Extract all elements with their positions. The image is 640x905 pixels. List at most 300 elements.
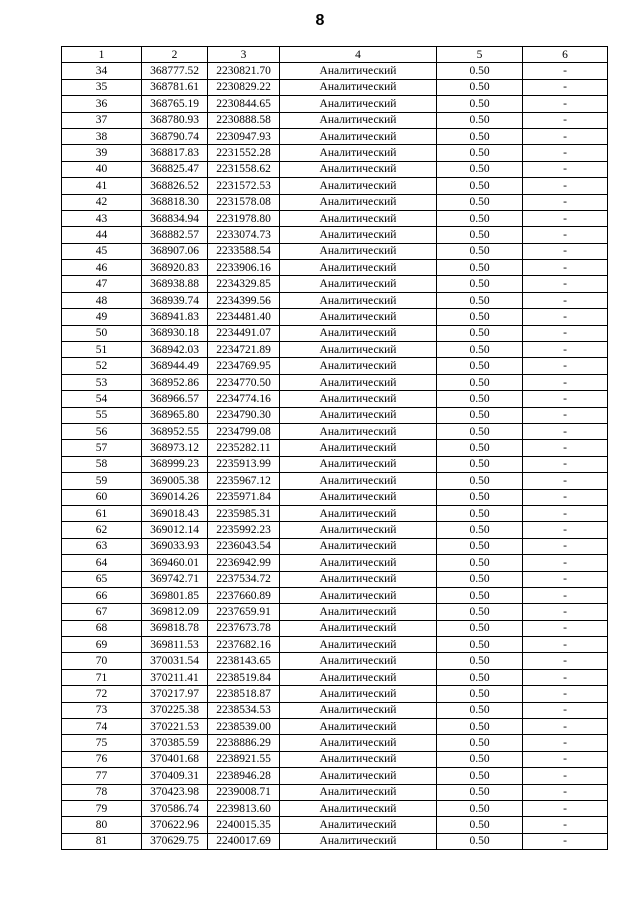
note-cell: -	[523, 587, 608, 603]
method-cell: Аналитический	[280, 194, 437, 210]
y-coordinate-cell: 2234329.85	[208, 276, 280, 292]
note-cell: -	[523, 489, 608, 505]
note-cell: -	[523, 374, 608, 390]
table-row	[62, 505, 608, 521]
column-header: 1	[62, 47, 142, 63]
point-number-cell: 66	[62, 587, 142, 603]
note-cell: -	[523, 538, 608, 554]
precision-cell: 0.50	[437, 128, 523, 144]
precision-cell: 0.50	[437, 292, 523, 308]
point-number-cell: 81	[62, 833, 142, 849]
x-coordinate-cell: 368952.55	[142, 423, 208, 439]
precision-cell: 0.50	[437, 325, 523, 341]
column-header: 3	[208, 47, 280, 63]
y-coordinate-cell: 2231552.28	[208, 145, 280, 161]
y-coordinate-cell: 2235913.99	[208, 456, 280, 472]
method-cell: Аналитический	[280, 604, 437, 620]
note-cell: -	[523, 128, 608, 144]
note-cell: -	[523, 210, 608, 226]
x-coordinate-cell: 368825.47	[142, 161, 208, 177]
page-number: 8	[315, 12, 325, 29]
method-cell: Аналитический	[280, 178, 437, 194]
x-coordinate-cell: 369460.01	[142, 555, 208, 571]
table-row	[62, 800, 608, 816]
y-coordinate-cell: 2234769.95	[208, 358, 280, 374]
method-cell: Аналитический	[280, 702, 437, 718]
x-coordinate-cell: 368942.03	[142, 342, 208, 358]
y-coordinate-cell: 2231572.53	[208, 178, 280, 194]
precision-cell: 0.50	[437, 456, 523, 472]
method-cell: Аналитический	[280, 112, 437, 128]
table-header-row	[62, 47, 608, 63]
precision-cell: 0.50	[437, 407, 523, 423]
note-cell: -	[523, 391, 608, 407]
y-coordinate-cell: 2237682.16	[208, 637, 280, 653]
y-coordinate-cell: 2234721.89	[208, 342, 280, 358]
note-cell: -	[523, 79, 608, 95]
note-cell: -	[523, 309, 608, 325]
table-row	[62, 719, 608, 735]
note-cell: -	[523, 669, 608, 685]
precision-cell: 0.50	[437, 538, 523, 554]
precision-cell: 0.50	[437, 260, 523, 276]
note-cell: -	[523, 440, 608, 456]
point-number-cell: 61	[62, 505, 142, 521]
note-cell: -	[523, 342, 608, 358]
method-cell: Аналитический	[280, 309, 437, 325]
method-cell: Аналитический	[280, 145, 437, 161]
precision-cell: 0.50	[437, 768, 523, 784]
note-cell: -	[523, 194, 608, 210]
x-coordinate-cell: 370586.74	[142, 800, 208, 816]
x-coordinate-cell: 368826.52	[142, 178, 208, 194]
precision-cell: 0.50	[437, 522, 523, 538]
point-number-cell: 56	[62, 423, 142, 439]
table-row	[62, 79, 608, 95]
note-cell: -	[523, 751, 608, 767]
table-row	[62, 374, 608, 390]
y-coordinate-cell: 2238519.84	[208, 669, 280, 685]
method-cell: Аналитический	[280, 456, 437, 472]
note-cell: -	[523, 702, 608, 718]
table-row	[62, 358, 608, 374]
method-cell: Аналитический	[280, 751, 437, 767]
x-coordinate-cell: 368944.49	[142, 358, 208, 374]
y-coordinate-cell: 2231978.80	[208, 210, 280, 226]
note-cell: -	[523, 800, 608, 816]
y-coordinate-cell: 2240015.35	[208, 817, 280, 833]
precision-cell: 0.50	[437, 243, 523, 259]
method-cell: Аналитический	[280, 374, 437, 390]
point-number-cell: 47	[62, 276, 142, 292]
y-coordinate-cell: 2239813.60	[208, 800, 280, 816]
point-number-cell: 58	[62, 456, 142, 472]
table-row	[62, 489, 608, 505]
precision-cell: 0.50	[437, 276, 523, 292]
method-cell: Аналитический	[280, 817, 437, 833]
table-row	[62, 325, 608, 341]
point-number-cell: 75	[62, 735, 142, 751]
method-cell: Аналитический	[280, 555, 437, 571]
x-coordinate-cell: 370423.98	[142, 784, 208, 800]
x-coordinate-cell: 370629.75	[142, 833, 208, 849]
x-coordinate-cell: 368907.06	[142, 243, 208, 259]
precision-cell: 0.50	[437, 145, 523, 161]
x-coordinate-cell: 368781.61	[142, 79, 208, 95]
column-header: 5	[437, 47, 523, 63]
note-cell: -	[523, 260, 608, 276]
point-number-cell: 39	[62, 145, 142, 161]
method-cell: Аналитический	[280, 686, 437, 702]
note-cell: -	[523, 604, 608, 620]
method-cell: Аналитический	[280, 79, 437, 95]
y-coordinate-cell: 2230844.65	[208, 96, 280, 112]
method-cell: Аналитический	[280, 210, 437, 226]
point-number-cell: 48	[62, 292, 142, 308]
precision-cell: 0.50	[437, 342, 523, 358]
table-row	[62, 637, 608, 653]
table-row	[62, 751, 608, 767]
x-coordinate-cell: 368790.74	[142, 128, 208, 144]
table-row	[62, 784, 608, 800]
y-coordinate-cell: 2235985.31	[208, 505, 280, 521]
method-cell: Аналитический	[280, 96, 437, 112]
method-cell: Аналитический	[280, 735, 437, 751]
table-row	[62, 604, 608, 620]
x-coordinate-cell: 368882.57	[142, 227, 208, 243]
x-coordinate-cell: 368834.94	[142, 210, 208, 226]
x-coordinate-cell: 369812.09	[142, 604, 208, 620]
point-number-cell: 60	[62, 489, 142, 505]
y-coordinate-cell: 2235282.11	[208, 440, 280, 456]
table-row	[62, 227, 608, 243]
point-number-cell: 41	[62, 178, 142, 194]
method-cell: Аналитический	[280, 276, 437, 292]
y-coordinate-cell: 2235992.23	[208, 522, 280, 538]
table-row	[62, 292, 608, 308]
x-coordinate-cell: 370031.54	[142, 653, 208, 669]
note-cell: -	[523, 423, 608, 439]
table-row	[62, 768, 608, 784]
method-cell: Аналитический	[280, 620, 437, 636]
y-coordinate-cell: 2236942.99	[208, 555, 280, 571]
table-row	[62, 423, 608, 439]
method-cell: Аналитический	[280, 833, 437, 849]
table-body	[62, 63, 608, 850]
x-coordinate-cell: 370225.38	[142, 702, 208, 718]
method-cell: Аналитический	[280, 587, 437, 603]
point-number-cell: 35	[62, 79, 142, 95]
precision-cell: 0.50	[437, 391, 523, 407]
x-coordinate-cell: 368938.88	[142, 276, 208, 292]
table-row	[62, 112, 608, 128]
method-cell: Аналитический	[280, 538, 437, 554]
x-coordinate-cell: 368966.57	[142, 391, 208, 407]
table-row	[62, 161, 608, 177]
x-coordinate-cell: 368818.30	[142, 194, 208, 210]
method-cell: Аналитический	[280, 505, 437, 521]
precision-cell: 0.50	[437, 702, 523, 718]
precision-cell: 0.50	[437, 358, 523, 374]
precision-cell: 0.50	[437, 489, 523, 505]
y-coordinate-cell: 2230821.70	[208, 63, 280, 79]
point-number-cell: 77	[62, 768, 142, 784]
note-cell: -	[523, 358, 608, 374]
method-cell: Аналитический	[280, 391, 437, 407]
table-row	[62, 833, 608, 849]
y-coordinate-cell: 2237660.89	[208, 587, 280, 603]
x-coordinate-cell: 370221.53	[142, 719, 208, 735]
y-coordinate-cell: 2234799.08	[208, 423, 280, 439]
x-coordinate-cell: 369005.38	[142, 473, 208, 489]
y-coordinate-cell: 2235967.12	[208, 473, 280, 489]
point-number-cell: 40	[62, 161, 142, 177]
point-number-cell: 80	[62, 817, 142, 833]
method-cell: Аналитический	[280, 571, 437, 587]
note-cell: -	[523, 63, 608, 79]
note-cell: -	[523, 276, 608, 292]
point-number-cell: 49	[62, 309, 142, 325]
y-coordinate-cell: 2238534.53	[208, 702, 280, 718]
y-coordinate-cell: 2231578.08	[208, 194, 280, 210]
table-row	[62, 456, 608, 472]
note-cell: -	[523, 555, 608, 571]
y-coordinate-cell: 2239008.71	[208, 784, 280, 800]
method-cell: Аналитический	[280, 407, 437, 423]
precision-cell: 0.50	[437, 374, 523, 390]
method-cell: Аналитический	[280, 342, 437, 358]
method-cell: Аналитический	[280, 719, 437, 735]
point-number-cell: 37	[62, 112, 142, 128]
point-number-cell: 69	[62, 637, 142, 653]
precision-cell: 0.50	[437, 669, 523, 685]
precision-cell: 0.50	[437, 604, 523, 620]
table-row	[62, 128, 608, 144]
y-coordinate-cell: 2237673.78	[208, 620, 280, 636]
precision-cell: 0.50	[437, 63, 523, 79]
method-cell: Аналитический	[280, 358, 437, 374]
precision-cell: 0.50	[437, 751, 523, 767]
precision-cell: 0.50	[437, 309, 523, 325]
note-cell: -	[523, 833, 608, 849]
method-cell: Аналитический	[280, 325, 437, 341]
precision-cell: 0.50	[437, 79, 523, 95]
table-row	[62, 587, 608, 603]
point-number-cell: 76	[62, 751, 142, 767]
x-coordinate-cell: 368765.19	[142, 96, 208, 112]
note-cell: -	[523, 325, 608, 341]
method-cell: Аналитический	[280, 227, 437, 243]
point-number-cell: 36	[62, 96, 142, 112]
x-coordinate-cell: 370217.97	[142, 686, 208, 702]
note-cell: -	[523, 456, 608, 472]
x-coordinate-cell: 369014.26	[142, 489, 208, 505]
method-cell: Аналитический	[280, 637, 437, 653]
table-row	[62, 342, 608, 358]
precision-cell: 0.50	[437, 587, 523, 603]
column-header: 2	[142, 47, 208, 63]
y-coordinate-cell: 2238518.87	[208, 686, 280, 702]
y-coordinate-cell: 2234481.40	[208, 309, 280, 325]
y-coordinate-cell: 2230947.93	[208, 128, 280, 144]
method-cell: Аналитический	[280, 243, 437, 259]
precision-cell: 0.50	[437, 784, 523, 800]
table-row	[62, 96, 608, 112]
note-cell: -	[523, 292, 608, 308]
precision-cell: 0.50	[437, 161, 523, 177]
point-number-cell: 44	[62, 227, 142, 243]
table-row	[62, 407, 608, 423]
note-cell: -	[523, 505, 608, 521]
point-number-cell: 53	[62, 374, 142, 390]
y-coordinate-cell: 2236043.54	[208, 538, 280, 554]
precision-cell: 0.50	[437, 653, 523, 669]
method-cell: Аналитический	[280, 161, 437, 177]
point-number-cell: 67	[62, 604, 142, 620]
point-number-cell: 65	[62, 571, 142, 587]
table-row	[62, 178, 608, 194]
note-cell: -	[523, 784, 608, 800]
table-row	[62, 210, 608, 226]
point-number-cell: 50	[62, 325, 142, 341]
precision-cell: 0.50	[437, 194, 523, 210]
x-coordinate-cell: 369018.43	[142, 505, 208, 521]
table-row	[62, 473, 608, 489]
table-row	[62, 243, 608, 259]
column-header: 6	[523, 47, 608, 63]
point-number-cell: 74	[62, 719, 142, 735]
y-coordinate-cell: 2233588.54	[208, 243, 280, 259]
x-coordinate-cell: 368920.83	[142, 260, 208, 276]
table-row	[62, 571, 608, 587]
method-cell: Аналитический	[280, 63, 437, 79]
note-cell: -	[523, 686, 608, 702]
point-number-cell: 45	[62, 243, 142, 259]
table-row	[62, 686, 608, 702]
table-row	[62, 817, 608, 833]
x-coordinate-cell: 369811.53	[142, 637, 208, 653]
precision-cell: 0.50	[437, 555, 523, 571]
x-coordinate-cell: 370211.41	[142, 669, 208, 685]
precision-cell: 0.50	[437, 637, 523, 653]
table-row	[62, 702, 608, 718]
method-cell: Аналитический	[280, 768, 437, 784]
table-row	[62, 194, 608, 210]
point-number-cell: 79	[62, 800, 142, 816]
x-coordinate-cell: 370385.59	[142, 735, 208, 751]
table-row	[62, 391, 608, 407]
note-cell: -	[523, 768, 608, 784]
point-number-cell: 63	[62, 538, 142, 554]
y-coordinate-cell: 2230829.22	[208, 79, 280, 95]
method-cell: Аналитический	[280, 489, 437, 505]
table-row	[62, 63, 608, 79]
y-coordinate-cell: 2234790.30	[208, 407, 280, 423]
point-number-cell: 43	[62, 210, 142, 226]
method-cell: Аналитический	[280, 423, 437, 439]
precision-cell: 0.50	[437, 473, 523, 489]
y-coordinate-cell: 2238921.55	[208, 751, 280, 767]
y-coordinate-cell: 2237659.91	[208, 604, 280, 620]
point-number-cell: 52	[62, 358, 142, 374]
point-number-cell: 71	[62, 669, 142, 685]
method-cell: Аналитический	[280, 522, 437, 538]
precision-cell: 0.50	[437, 505, 523, 521]
y-coordinate-cell: 2235971.84	[208, 489, 280, 505]
point-number-cell: 54	[62, 391, 142, 407]
column-header: 4	[280, 47, 437, 63]
y-coordinate-cell: 2238886.29	[208, 735, 280, 751]
y-coordinate-cell: 2234770.50	[208, 374, 280, 390]
point-number-cell: 59	[62, 473, 142, 489]
x-coordinate-cell: 368930.18	[142, 325, 208, 341]
note-cell: -	[523, 473, 608, 489]
method-cell: Аналитический	[280, 260, 437, 276]
table-row	[62, 620, 608, 636]
x-coordinate-cell: 370622.96	[142, 817, 208, 833]
note-cell: -	[523, 653, 608, 669]
x-coordinate-cell: 368973.12	[142, 440, 208, 456]
method-cell: Аналитический	[280, 128, 437, 144]
method-cell: Аналитический	[280, 784, 437, 800]
point-number-cell: 34	[62, 63, 142, 79]
coordinates-table	[61, 46, 608, 850]
note-cell: -	[523, 522, 608, 538]
x-coordinate-cell: 368999.23	[142, 456, 208, 472]
y-coordinate-cell: 2238539.00	[208, 719, 280, 735]
point-number-cell: 42	[62, 194, 142, 210]
table-row	[62, 522, 608, 538]
x-coordinate-cell: 368777.52	[142, 63, 208, 79]
table-row	[62, 309, 608, 325]
precision-cell: 0.50	[437, 227, 523, 243]
note-cell: -	[523, 735, 608, 751]
point-number-cell: 72	[62, 686, 142, 702]
precision-cell: 0.50	[437, 735, 523, 751]
table-row	[62, 669, 608, 685]
note-cell: -	[523, 227, 608, 243]
method-cell: Аналитический	[280, 292, 437, 308]
x-coordinate-cell: 369012.14	[142, 522, 208, 538]
note-cell: -	[523, 719, 608, 735]
table-row	[62, 145, 608, 161]
y-coordinate-cell: 2233074.73	[208, 227, 280, 243]
table-row	[62, 735, 608, 751]
point-number-cell: 73	[62, 702, 142, 718]
point-number-cell: 70	[62, 653, 142, 669]
precision-cell: 0.50	[437, 800, 523, 816]
method-cell: Аналитический	[280, 440, 437, 456]
y-coordinate-cell: 2238946.28	[208, 768, 280, 784]
y-coordinate-cell: 2230888.58	[208, 112, 280, 128]
y-coordinate-cell: 2231558.62	[208, 161, 280, 177]
precision-cell: 0.50	[437, 833, 523, 849]
table-row	[62, 276, 608, 292]
precision-cell: 0.50	[437, 112, 523, 128]
y-coordinate-cell: 2234774.16	[208, 391, 280, 407]
precision-cell: 0.50	[437, 686, 523, 702]
x-coordinate-cell: 369818.78	[142, 620, 208, 636]
method-cell: Аналитический	[280, 653, 437, 669]
precision-cell: 0.50	[437, 210, 523, 226]
precision-cell: 0.50	[437, 178, 523, 194]
table-row	[62, 440, 608, 456]
x-coordinate-cell: 369801.85	[142, 587, 208, 603]
note-cell: -	[523, 637, 608, 653]
y-coordinate-cell: 2234399.56	[208, 292, 280, 308]
note-cell: -	[523, 571, 608, 587]
method-cell: Аналитический	[280, 669, 437, 685]
